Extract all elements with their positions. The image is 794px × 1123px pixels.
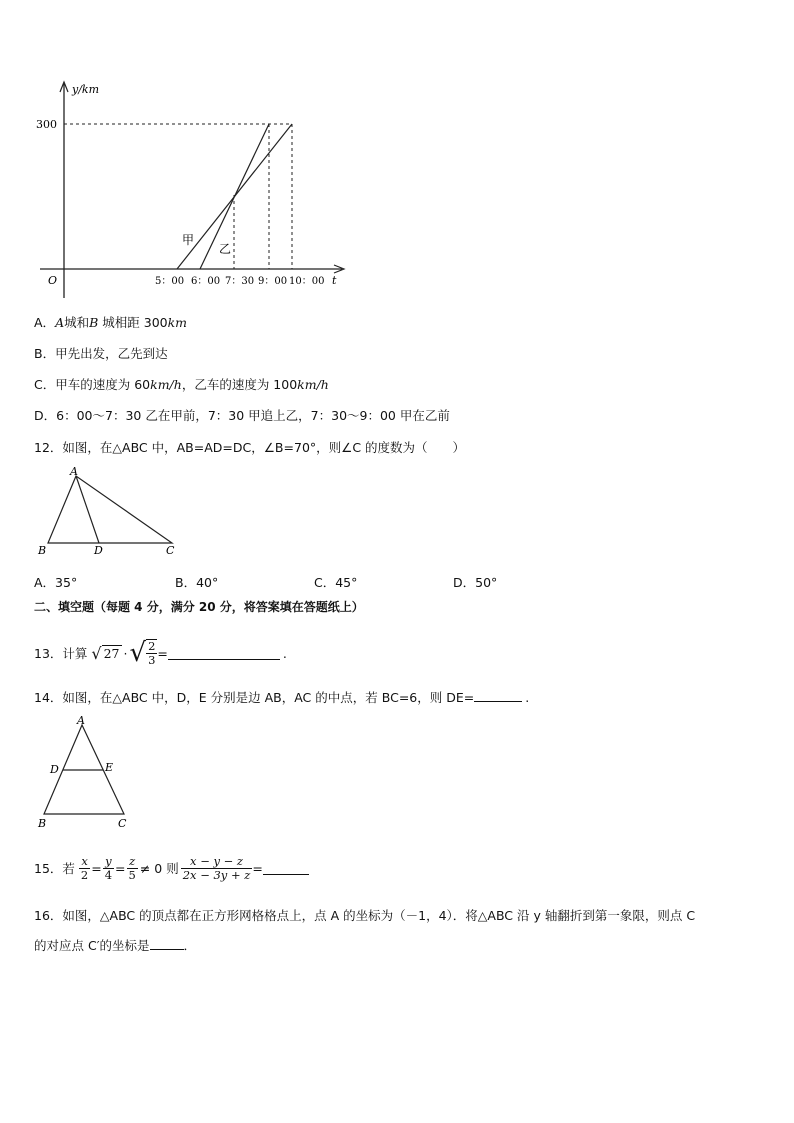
x-tick-730: 7：30 xyxy=(225,276,255,287)
q12-option-a: A．35° xyxy=(34,575,78,590)
q14-triangle-figure xyxy=(32,712,142,830)
q15: 15．若 $\frac{x}{2}$ = $\frac{y}{4}$ = $\frac{z}{5}$ ≠ 0 则 $\frac{x - y - z}{2x - 3y + z}$ = xyxy=(34,850,309,886)
q16-line-2: 的对应点 C′的坐标是 ． xyxy=(34,938,197,953)
fraction-z-5: $\frac{z}{5}$ xyxy=(128,853,136,882)
q12-text: 12．如图，在△ABC 中，AB=AD=DC，∠B=70°，则∠C 的度数为（ ） xyxy=(34,440,466,455)
q12-option-b: B．40° xyxy=(175,575,219,590)
vertex-a: A xyxy=(70,466,78,478)
x-axis-label: t xyxy=(332,274,337,287)
distance-time-graph xyxy=(30,78,390,318)
y-axis-label: y/km xyxy=(72,83,100,96)
label-yi: 乙 xyxy=(219,242,232,256)
section-2-title: 二、填空题（每题 4 分，满分 20 分，将答案填在答题纸上） xyxy=(34,600,364,614)
fraction-x-2: $\frac{x}{2}$ xyxy=(80,853,89,882)
q12-triangle-figure xyxy=(32,466,192,558)
triangle-abc xyxy=(48,476,172,543)
q16-answer-blank[interactable] xyxy=(150,937,184,950)
vertex-c: C xyxy=(118,817,127,830)
origin-label: O xyxy=(48,274,58,287)
fraction-expression: $\frac{x - y - z}{2x - 3y + z}$ xyxy=(182,853,251,882)
vertex-d: D xyxy=(94,544,103,557)
x-tick-10: 10：00 xyxy=(289,276,325,287)
x-tick-9: 9：00 xyxy=(258,276,288,287)
y-tick-300: 300 xyxy=(36,118,57,131)
vertex-a: A xyxy=(77,714,85,727)
q14-answer-blank[interactable] xyxy=(474,689,522,702)
q11-option-a: A．A城和B 城相距 300km xyxy=(34,315,188,330)
vertex-b: B xyxy=(38,817,47,830)
vertex-e: E xyxy=(105,761,114,774)
q16-line-1: 16．如图，△ABC 的顶点都在正方形网格格点上，点 A 的坐标为（－1，4）．将△ABC 沿 y 轴翻折到第一象限，则点 C xyxy=(34,908,696,923)
vertex-d: D xyxy=(50,763,59,776)
q13-prefix: 13．计算 xyxy=(34,646,88,661)
sqrt-27: √ 27 xyxy=(91,643,120,663)
q11-option-d: D．6：00～7：30 乙在甲前，7：30 甲追上乙，7：30～9：00 甲在乙前 xyxy=(34,408,450,423)
q13: 13．计算 √ 27 · √ $\frac{2}{3}$ = . xyxy=(34,638,287,668)
vertex-b: B xyxy=(38,544,47,557)
q11-option-b: B．甲先出发，乙先到达 xyxy=(34,346,168,361)
label-jia: 甲 xyxy=(182,233,195,247)
x-tick-6: 6：00 xyxy=(191,276,221,287)
q12-option-c: C．45° xyxy=(314,575,358,590)
q15-answer-blank[interactable] xyxy=(263,862,309,875)
x-tick-5: 5：00 xyxy=(155,276,185,287)
fraction-y-4: $\frac{y}{4}$ xyxy=(104,853,113,882)
segment-ad xyxy=(76,476,99,543)
q11-option-c: C．甲车的速度为 60km/h，乙车的速度为 100km/h xyxy=(34,377,329,392)
vertex-c: C xyxy=(166,544,175,557)
q12-option-d: D．50° xyxy=(453,575,498,590)
line-yi xyxy=(200,124,269,269)
q13-answer-blank[interactable] xyxy=(168,647,280,660)
sqrt-fraction: √ $\frac{2}{3}$ xyxy=(129,638,156,668)
q14-text: 14．如图，在△ABC 中，D，E 分别是边 AB，AC 的中点，若 BC=6，则 DE= . xyxy=(34,690,530,705)
